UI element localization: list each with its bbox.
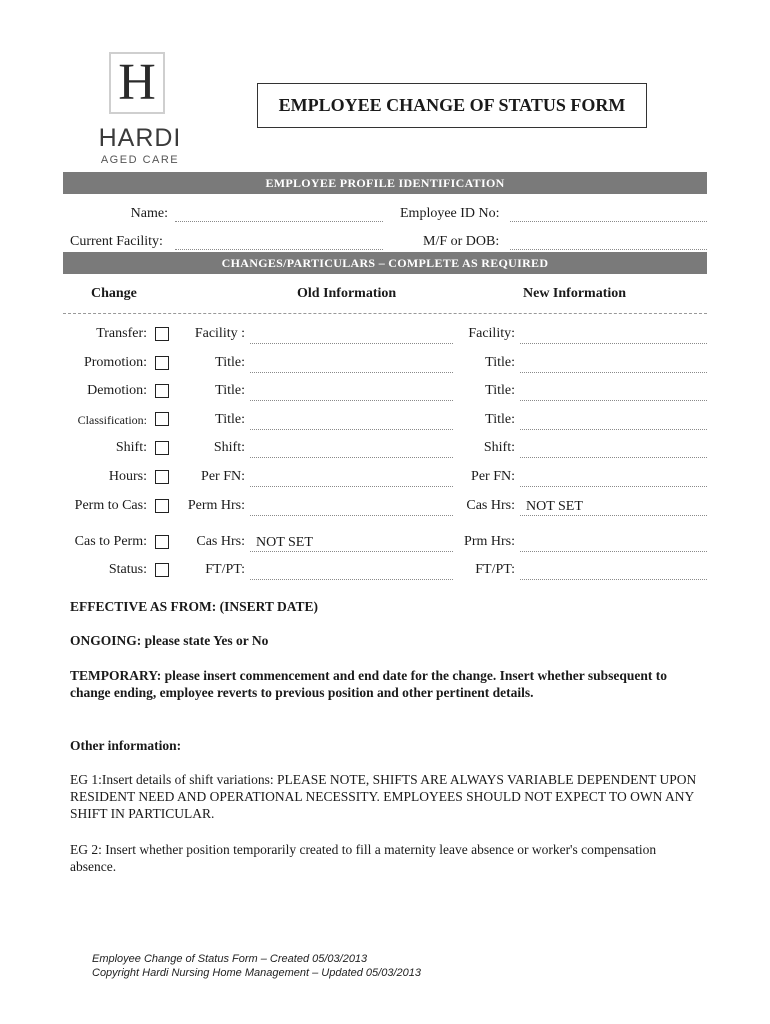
old-label: Cas Hrs: [196, 534, 245, 549]
effective-date-note: EFFECTIVE AS FROM: (INSERT DATE) [70, 599, 319, 614]
old-label: Facility : [194, 326, 245, 341]
new-prm-hrs-field[interactable] [520, 534, 707, 552]
change-label: Hours: [108, 469, 147, 484]
new-label: Prm Hrs: [464, 534, 515, 549]
change-label: Status: [108, 562, 147, 577]
new-per-fn-field[interactable] [520, 469, 707, 487]
example-2-text: EG 2: Insert whether position temporarily created to fill a maternity leave absence or worker's compensation absence. [70, 842, 657, 874]
dob-label: M/F or DOB: [423, 234, 500, 249]
header-divider [63, 313, 707, 314]
new-label: Cas Hrs: [466, 498, 515, 513]
new-label: Per FN: [471, 469, 515, 484]
new-shift-field[interactable] [520, 440, 707, 458]
old-per-fn-field[interactable] [250, 469, 453, 487]
section-heading-profile: EMPLOYEE PROFILE IDENTIFICATION [63, 172, 707, 194]
old-label: Per FN: [201, 469, 245, 484]
transfer-checkbox[interactable] [155, 327, 169, 341]
employee-id-label: Employee ID No: [400, 206, 500, 221]
change-label: Promotion: [83, 355, 147, 370]
old-title-field[interactable] [250, 412, 453, 430]
new-label: Title: [485, 383, 515, 398]
new-title-field[interactable] [520, 355, 707, 373]
page-footer [92, 952, 421, 980]
column-header-new: New Information [523, 286, 627, 301]
old-ft-pt-field[interactable] [250, 562, 453, 580]
new-label: Facility: [468, 326, 515, 341]
demotion-checkbox[interactable] [155, 384, 169, 398]
change-label: Cas to Perm: [74, 534, 147, 549]
column-header-change: Change [91, 286, 137, 301]
logo-letter: H [118, 54, 156, 111]
old-title-field[interactable] [250, 383, 453, 401]
logo-emblem [109, 52, 165, 114]
old-label: Title: [215, 383, 245, 398]
current-facility-field[interactable] [175, 249, 383, 250]
logo-name: HARDI [98, 124, 182, 152]
new-cas-hrs-field[interactable]: NOT SET [520, 498, 707, 516]
classification-checkbox[interactable] [155, 412, 169, 426]
new-title-field[interactable] [520, 383, 707, 401]
employee-id-field[interactable] [510, 221, 707, 222]
name-label: Name: [130, 206, 168, 221]
dob-field[interactable] [510, 249, 707, 250]
other-information-heading: Other information: [70, 738, 182, 753]
current-facility-label: Current Facility: [70, 234, 163, 249]
change-label: Shift: [115, 440, 147, 455]
new-facility-field[interactable] [520, 326, 707, 344]
old-title-field[interactable] [250, 355, 453, 373]
ongoing-note: ONGOING: please state Yes or No [70, 633, 269, 648]
example-1-text: EG 1:Insert details of shift variations: PLEASE NOTE, SHIFTS ARE ALWAYS VARIABLE DEPENDENT UPON RESIDENT NEED AND OPERATIONAL NECESSITY. EMPLOYEES SHOULD NOT EXPECT TO OWN ANY SHIFT IN PARTICULAR. [70, 772, 697, 821]
old-label: Title: [215, 412, 245, 427]
status-checkbox[interactable] [155, 563, 169, 577]
old-shift-field[interactable] [250, 440, 453, 458]
new-label: Title: [485, 355, 515, 370]
new-label: FT/PT: [475, 562, 515, 577]
hours-checkbox[interactable] [155, 470, 169, 484]
perm-to-cas-checkbox[interactable] [155, 499, 169, 513]
footer-created: Employee Change of Status Form – Created 05/03/2013 [92, 953, 368, 965]
column-header-old: Old Information [297, 286, 397, 301]
new-title-field[interactable] [520, 412, 707, 430]
cas-to-perm-checkbox[interactable] [155, 535, 169, 549]
change-label: Transfer: [96, 326, 147, 341]
change-label: Demotion: [87, 383, 147, 398]
logo-tagline: AGED CARE [100, 154, 180, 166]
form-title: EMPLOYEE CHANGE OF STATUS FORM [257, 83, 647, 128]
new-label: Title: [485, 412, 515, 427]
old-perm-hrs-field[interactable] [250, 498, 453, 516]
shift-checkbox[interactable] [155, 441, 169, 455]
footer-copyright: Copyright Hardi Nursing Home Management – Updated 05/03/2013 [92, 967, 421, 979]
change-label: Perm to Cas: [74, 498, 147, 513]
change-label: Classification: [77, 413, 147, 427]
old-label: Title: [215, 355, 245, 370]
old-label: Perm Hrs: [187, 498, 245, 513]
old-label: FT/PT: [205, 562, 245, 577]
name-field[interactable] [175, 221, 383, 222]
section-heading-changes: CHANGES/PARTICULARS – COMPLETE AS REQUIRED [63, 252, 707, 274]
old-label: Shift: [213, 440, 245, 455]
temporary-note: TEMPORARY: please insert commencement and end date for the change. Insert whether subsequent to change ending, employee reverts to previous position and other pertinent details. [70, 668, 667, 700]
promotion-checkbox[interactable] [155, 356, 169, 370]
old-cas-hrs-field[interactable]: NOT SET [250, 534, 453, 552]
new-ft-pt-field[interactable] [520, 562, 707, 580]
new-label: Shift: [483, 440, 515, 455]
old-facility-field[interactable] [250, 326, 453, 344]
